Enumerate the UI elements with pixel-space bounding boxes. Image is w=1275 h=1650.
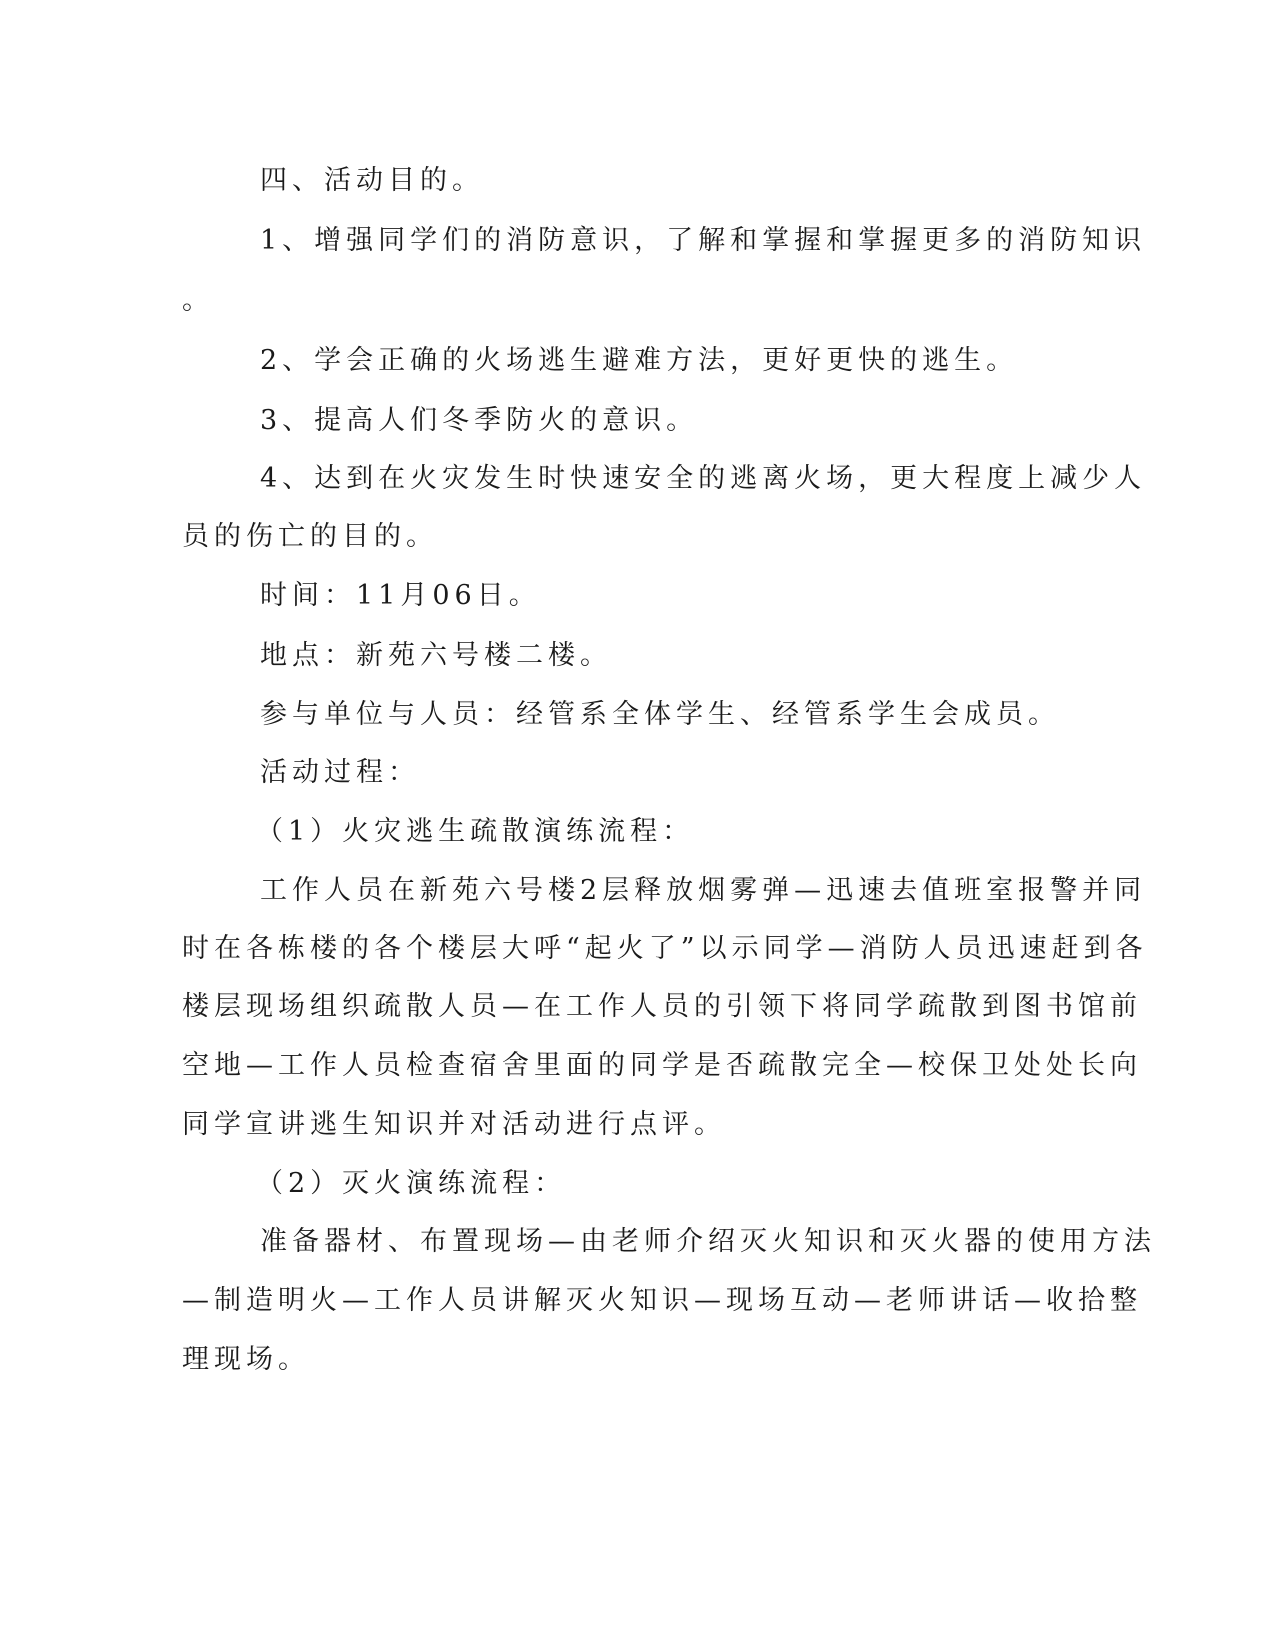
- paragraph-line: 2、学会正确的火场逃生避难方法，更好更快的逃生。: [260, 345, 1019, 376]
- paragraph-line: —制造明火—工作人员讲解灭火知识—现场互动—老师讲话—收拾整: [182, 1285, 1142, 1316]
- paragraph-line: 同学宣讲逃生知识并对活动进行点评。: [182, 1109, 726, 1140]
- paragraph-line: 3、提高人们冬季防火的意识。: [260, 405, 699, 436]
- paragraph-line: 。: [182, 285, 214, 316]
- paragraph-line: 工作人员在新苑六号楼2层释放烟雾弹—迅速去值班室报警并同: [260, 875, 1147, 906]
- paragraph-line: 4、达到在火灾发生时快速安全的逃离火场，更大程度上减少人: [260, 463, 1147, 494]
- paragraph-line: 1、增强同学们的消防意识，了解和掌握和掌握更多的消防知识: [260, 225, 1147, 256]
- paragraph-line: 理现场。: [182, 1344, 310, 1375]
- paragraph-line: 准备器材、布置现场—由老师介绍灭火知识和灭火器的使用方法: [260, 1226, 1156, 1257]
- paragraph-line: 空地—工作人员检查宿舍里面的同学是否疏散完全—校保卫处处长向: [182, 1050, 1142, 1081]
- paragraph-line: 楼层现场组织疏散人员—在工作人员的引领下将同学疏散到图书馆前: [182, 991, 1142, 1022]
- paragraph-line: 员的伤亡的目的。: [182, 521, 438, 552]
- paragraph-line: 参与单位与人员：经管系全体学生、经管系学生会成员。: [260, 699, 1060, 730]
- paragraph-line: 时在各栋楼的各个楼层大呼“起火了”以示同学—消防人员迅速赶到各: [182, 933, 1148, 964]
- subsection-heading: （2）灭火演练流程：: [256, 1168, 567, 1199]
- paragraph-line: 活动过程：: [260, 757, 420, 788]
- paragraph-line: 时间：11月06日。: [260, 580, 541, 611]
- subsection-heading: （1）火灾逃生疏散演练流程：: [256, 816, 695, 847]
- section-heading: 四、活动目的。: [260, 165, 484, 196]
- paragraph-line: 地点：新苑六号楼二楼。: [260, 640, 612, 671]
